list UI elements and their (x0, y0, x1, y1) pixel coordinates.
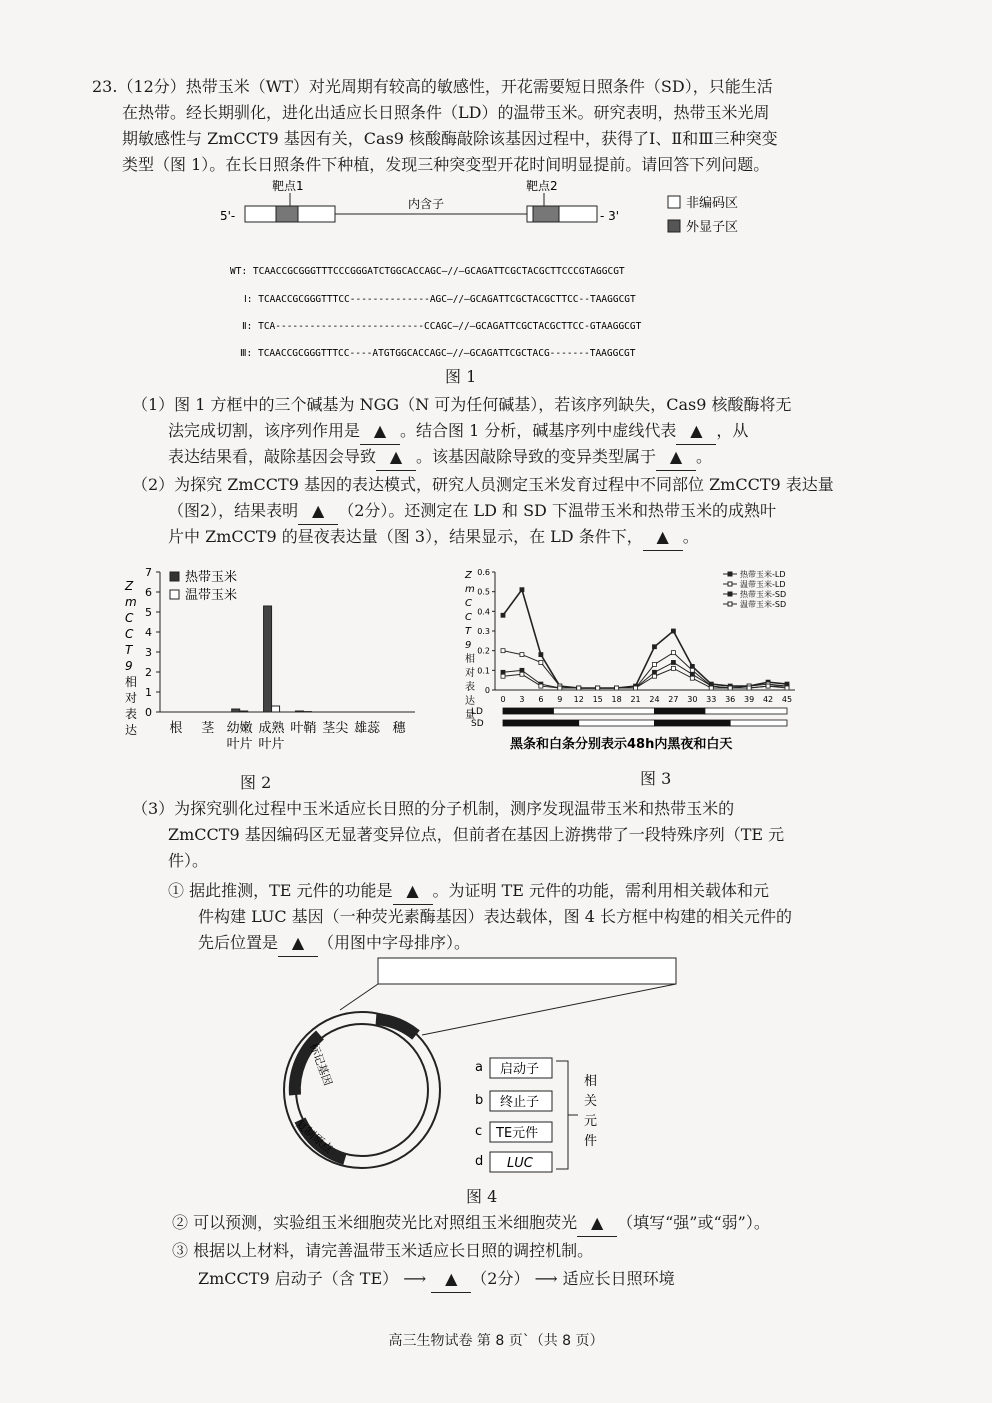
y-axis-label-char: m (465, 584, 475, 595)
x-tick-label: 42 (762, 695, 774, 704)
day-bar (705, 708, 787, 714)
data-point (558, 686, 562, 690)
data-point (728, 686, 732, 690)
category-label: 成熟 (258, 721, 285, 736)
y-axis-label-char: 表 (465, 682, 475, 693)
y-axis-label-char: m (125, 595, 137, 609)
data-point (539, 684, 543, 688)
y-tick-label: 0.6 (477, 568, 490, 577)
element-letter-a: a (475, 1060, 483, 1075)
category-label: 雄蕊 (354, 721, 381, 736)
element-label-luc: LUC (507, 1156, 533, 1171)
data-point (690, 676, 694, 680)
bar (272, 706, 280, 712)
x-tick-label: 6 (538, 695, 544, 704)
data-point (652, 645, 656, 649)
night-bar (503, 708, 553, 714)
data-point (671, 651, 675, 655)
data-point (766, 684, 770, 688)
figure-2-bar-chart (115, 560, 435, 760)
bar-note: 黑条和白条分别表示48h内黑夜和白天 (510, 737, 733, 752)
side-label-char: 关 (584, 1094, 598, 1109)
x-tick-label: 9 (557, 695, 563, 704)
plasmid-ring-outer (284, 1012, 440, 1168)
legend-marker (728, 592, 732, 596)
bar (232, 709, 240, 712)
q2-line3: 片中 ZmCCT9 的昼夜表达量（图 3），结果显示，在 LD 条件下， ▲ 。 (168, 524, 837, 551)
figure-4-caption: 图 4 (466, 1187, 498, 1206)
legend-exon-label: 外显子区 (686, 220, 739, 235)
legend-label: 温带玉米-SD (740, 600, 787, 609)
three-prime-label: - 3' (600, 209, 620, 223)
category-label: 茎尖 (322, 721, 349, 736)
legend-marker (728, 602, 732, 606)
bar (264, 606, 272, 712)
category-label: 穗 (392, 721, 406, 736)
day-bar (579, 720, 655, 726)
side-label-char: 元 (584, 1114, 598, 1129)
zoom-line-right (422, 984, 676, 1035)
x-tick-label: 24 (649, 695, 660, 704)
seq-wt: WT: TCAACCGCGGGTTTCCCGGGATCTGGCACCAGC—//—GCAGATTCGCTACGCTTCCCGTAGGCGT (230, 266, 625, 277)
legend-label: 热带玉米 (185, 570, 238, 585)
y-tick-label: 1 (145, 686, 152, 699)
answer-blank[interactable]: ▲ (376, 444, 416, 471)
element-list (475, 1058, 578, 1172)
data-point (747, 686, 751, 690)
element-letter-d: d (475, 1154, 484, 1169)
y-tick-label: 0.3 (477, 627, 490, 636)
x-tick-label: 27 (668, 695, 679, 704)
category-label: 根 (169, 721, 183, 736)
x-tick-label: 21 (630, 695, 641, 704)
data-point (652, 670, 656, 674)
y-axis-label-char: 对 (125, 691, 138, 705)
data-point (520, 668, 524, 672)
y-tick-label: 0 (484, 686, 490, 695)
target1-label: 靶点1 (272, 179, 304, 193)
y-tick-label: 0 (145, 706, 152, 719)
answer-blank[interactable]: ▲ (656, 444, 696, 471)
legend-exon-swatch (668, 220, 680, 232)
element-label-te: TE元件 (496, 1126, 539, 1141)
y-tick-label: 0.4 (477, 607, 490, 617)
answer-blank[interactable]: ▲ (431, 1266, 471, 1293)
y-axis-label-char: 达 (465, 696, 475, 707)
q3-sub3: ③ 根据以上材料，请完善温带玉米适应长日照的调控机制。 (172, 1241, 594, 1260)
data-point (652, 674, 656, 678)
q3-line3: 件）。 (168, 851, 209, 870)
legend-marker (728, 572, 732, 576)
legend-label: 温带玉米 (185, 588, 238, 603)
day-bar (553, 708, 654, 714)
data-point (634, 686, 638, 690)
legend-noncoding-label: 非编码区 (686, 196, 739, 211)
legend-label: 温带玉米-LD (740, 580, 786, 589)
figure-3-line-chart (455, 560, 815, 760)
side-label-char: 相 (584, 1074, 598, 1089)
seq-mutant-2: Ⅱ: TCA--------------------------CCAGC—//—GCAGATTCGCTACGCTTCC-GTAAGGCGT (242, 321, 642, 332)
y-axis-label-char: C (465, 612, 472, 623)
element-letter-b: b (475, 1093, 484, 1108)
data-point (690, 668, 694, 672)
data-point (539, 653, 543, 657)
category-label: 叶片 (226, 737, 253, 752)
night-bar (503, 720, 579, 726)
q1-line2: 法完成切割，该序列作用是 ▲ 。结合图 1 分析，碱基序列中虚线代表 ▲ ，从 (168, 418, 837, 445)
category-label: 叶片 (258, 737, 285, 752)
y-axis-label-char: T (465, 626, 472, 637)
night-bar (654, 720, 730, 726)
legend-swatch (170, 572, 179, 581)
figure-3-caption: 图 3 (640, 769, 672, 788)
y-axis-label-char: C (125, 627, 134, 641)
y-axis-label-char: 表 (125, 707, 138, 721)
x-tick-label: 12 (573, 695, 584, 704)
answer-blank[interactable]: ▲ (676, 418, 716, 445)
q1-line3: 表达结果看，敲除基因会导致 ▲ 。该基因敲除导致的变异类型属于 ▲ 。 (168, 444, 837, 471)
data-point (785, 686, 789, 690)
y-axis-label-char: 9 (465, 640, 472, 651)
day-bar (730, 720, 787, 726)
q3-sub1-line3: 先后位置是 ▲ （用图中字母排序）。 (198, 930, 838, 957)
y-tick-label: 3 (145, 646, 152, 659)
y-axis-label-char: Z (465, 570, 472, 581)
related-elements-label (584, 1073, 597, 1149)
data-point (501, 674, 505, 678)
figure-1-caption: 图 1 (445, 367, 477, 386)
ld-label: LD (471, 707, 483, 717)
y-axis-label-char: Z (125, 579, 134, 593)
y-axis-label-char: 相 (125, 675, 138, 689)
y-axis-label-char: 9 (125, 659, 133, 673)
q23-intro-line2: 在热带。经长期驯化，进化出适应长日照条件（LD）的温带玉米。研究表明，热带玉米光周 (122, 103, 770, 122)
page-footer: 高三生物试卷 第 8 页`（共 8 页） (388, 1333, 604, 1349)
zoom-line-left (340, 984, 378, 1010)
y-axis-label-char: C (465, 598, 472, 609)
x-tick-label: 33 (706, 695, 717, 704)
answer-blank[interactable]: ▲ (360, 418, 400, 445)
y-tick-label: 0.5 (477, 587, 490, 597)
figure-2-caption: 图 2 (240, 773, 272, 792)
q3-line1: （3）为探究驯化过程中玉米适应长日照的分子机制，测序发现温带玉米和热带玉米的 (132, 799, 735, 818)
y-tick-label: 0.2 (477, 646, 490, 656)
legend-swatch (170, 590, 179, 599)
data-point (615, 686, 619, 690)
figure-1 (210, 176, 770, 368)
y-tick-label: 7 (145, 566, 152, 579)
q3-sub2: ② 可以预测，实验组玉米细胞荧光比对照组玉米细胞荧光 ▲ （填写“强”或“弱”）。 (172, 1210, 838, 1237)
element-label-terminator: 终止子 (500, 1095, 540, 1110)
q1-line1: （1）图 1 方框中的三个碱基为 NGG（N 可为任何碱基），若该序列缺失，Cas9 核酸酶将无 (132, 395, 792, 414)
data-point (709, 686, 713, 690)
legend-noncoding-swatch (668, 196, 680, 208)
ori-label: 复制原点 (293, 1117, 336, 1156)
category-label: 叶鞘 (290, 721, 317, 736)
x-tick-label: 45 (781, 695, 793, 704)
seq-mutant-3: Ⅲ: TCAACCGCGGGTTTCC----ATGTGGCACCAGC—//—GCAGATTCGCTACG-------TAAGGCGT (240, 348, 636, 359)
y-tick-label: 4 (145, 626, 152, 639)
element-bracket (556, 1061, 578, 1169)
x-tick-label: 30 (687, 695, 698, 704)
legend-label: 热带玉米-LD (740, 570, 786, 579)
q23-intro-line4: 类型（图 1）。在长日照条件下种植，发现三种突变型开花时间明显提前。请回答下列问题。 (122, 155, 770, 174)
y-tick-label: 5 (145, 606, 152, 619)
data-point (577, 686, 581, 690)
q23-intro-line3: 期敏感性与 ZmCCT9 基因有关，Cas9 核酸酶敲除该基因过程中，获得了Ⅰ、Ⅱ和Ⅲ三种突变 (122, 129, 778, 148)
data-point (596, 686, 600, 690)
x-tick-label: 3 (519, 695, 525, 704)
q2-line2: （图2），结果表明 ▲ （2分）。还测定在 LD 和 SD 下温带玉米和热带玉米的成熟叶 (168, 498, 837, 525)
data-point (690, 672, 694, 676)
data-point (671, 660, 675, 664)
y-axis-label-char: T (125, 643, 133, 657)
y-tick-label: 6 (145, 586, 152, 599)
element-letter-c: c (475, 1124, 483, 1139)
x-tick-label: 0 (500, 695, 506, 704)
construct-box (378, 958, 676, 984)
data-point (520, 672, 524, 676)
data-point (501, 613, 505, 617)
y-axis-label-char: C (125, 611, 134, 625)
answer-blank[interactable]: ▲ (278, 930, 318, 957)
arrow-icon: ⟶ (534, 1269, 558, 1288)
figure-4-plasmid (280, 955, 700, 1190)
q23-intro-line1: 23.（12分）热带玉米（WT）对光周期有较高的敏感性，开花需要短日照条件（SD），只能生活 (92, 77, 773, 96)
intron-label: 内含子 (408, 197, 445, 211)
data-point (520, 653, 524, 657)
q3-line2: ZmCCT9 基因编码区无显著变异位点，但前者在基因上游携带了一段特殊序列（TE 元 (168, 825, 785, 844)
y-axis-label-char: 相 (465, 654, 475, 665)
marker-gene-label: 标记基因 (307, 1041, 335, 1088)
data-point (652, 662, 656, 666)
legend-marker (728, 582, 732, 586)
category-label: 幼嫩 (226, 721, 253, 736)
y-tick-label: 2 (145, 666, 152, 679)
five-prime-label: 5'- (220, 209, 236, 223)
data-point (539, 660, 543, 664)
x-tick-label: 18 (611, 695, 622, 704)
answer-blank[interactable]: ▲ (298, 498, 338, 525)
exon-2 (533, 206, 559, 222)
data-point (501, 649, 505, 653)
answer-blank[interactable]: ▲ (393, 878, 433, 905)
bar (295, 711, 303, 712)
seq-mutant-1: Ⅰ: TCAACCGCGGGTTTCC--------------AGC—//—GCAGATTCGCTACGCTTCC--TAAGGCGT (244, 294, 636, 305)
arrow-icon: ⟶ (403, 1269, 427, 1288)
data-point (520, 588, 524, 592)
side-label-char: 件 (584, 1134, 598, 1149)
y-tick-label: 0.1 (477, 666, 490, 676)
x-tick-label: 15 (592, 695, 603, 704)
bar (240, 711, 248, 712)
legend-label: 热带玉米-SD (740, 590, 787, 599)
answer-blank[interactable]: ▲ (577, 1210, 617, 1237)
q3-sub1-line2: 件构建 LUC 基因（一种荧光素酶基因）表达载体，图 4 长方框中构建的相关元件的 (198, 907, 793, 926)
exon-1 (276, 206, 298, 222)
data-point (671, 666, 675, 670)
q3-flow: ZmCCT9 启动子（含 TE） ⟶ ▲ （2分） ⟶ 适应长日照环境 (198, 1266, 838, 1293)
x-tick-label: 39 (744, 695, 755, 704)
y-axis-label-char: 对 (465, 668, 475, 679)
data-point (671, 629, 675, 633)
night-bar (654, 708, 704, 714)
data-point (690, 664, 694, 668)
y-axis-label-char: 达 (125, 723, 138, 737)
q2-line1: （2）为探究 ZmCCT9 基因的表达模式，研究人员测定玉米发育过程中不同部位 ZmCCT9 表达量 (132, 475, 834, 494)
answer-blank[interactable]: ▲ (643, 524, 683, 551)
x-tick-label: 36 (725, 695, 736, 704)
q3-sub1-line1: ① 据此推测，TE 元件的功能是 ▲ 。为证明 TE 元件的功能，需利用相关载体和元 (168, 878, 837, 905)
y-axis-label-char: 量 (465, 710, 475, 721)
element-label-promoter: 启动子 (500, 1062, 540, 1077)
data-point (501, 670, 505, 674)
sd-label: SD (471, 719, 484, 729)
category-label: 茎 (201, 721, 215, 736)
target2-label: 靶点2 (526, 179, 558, 193)
